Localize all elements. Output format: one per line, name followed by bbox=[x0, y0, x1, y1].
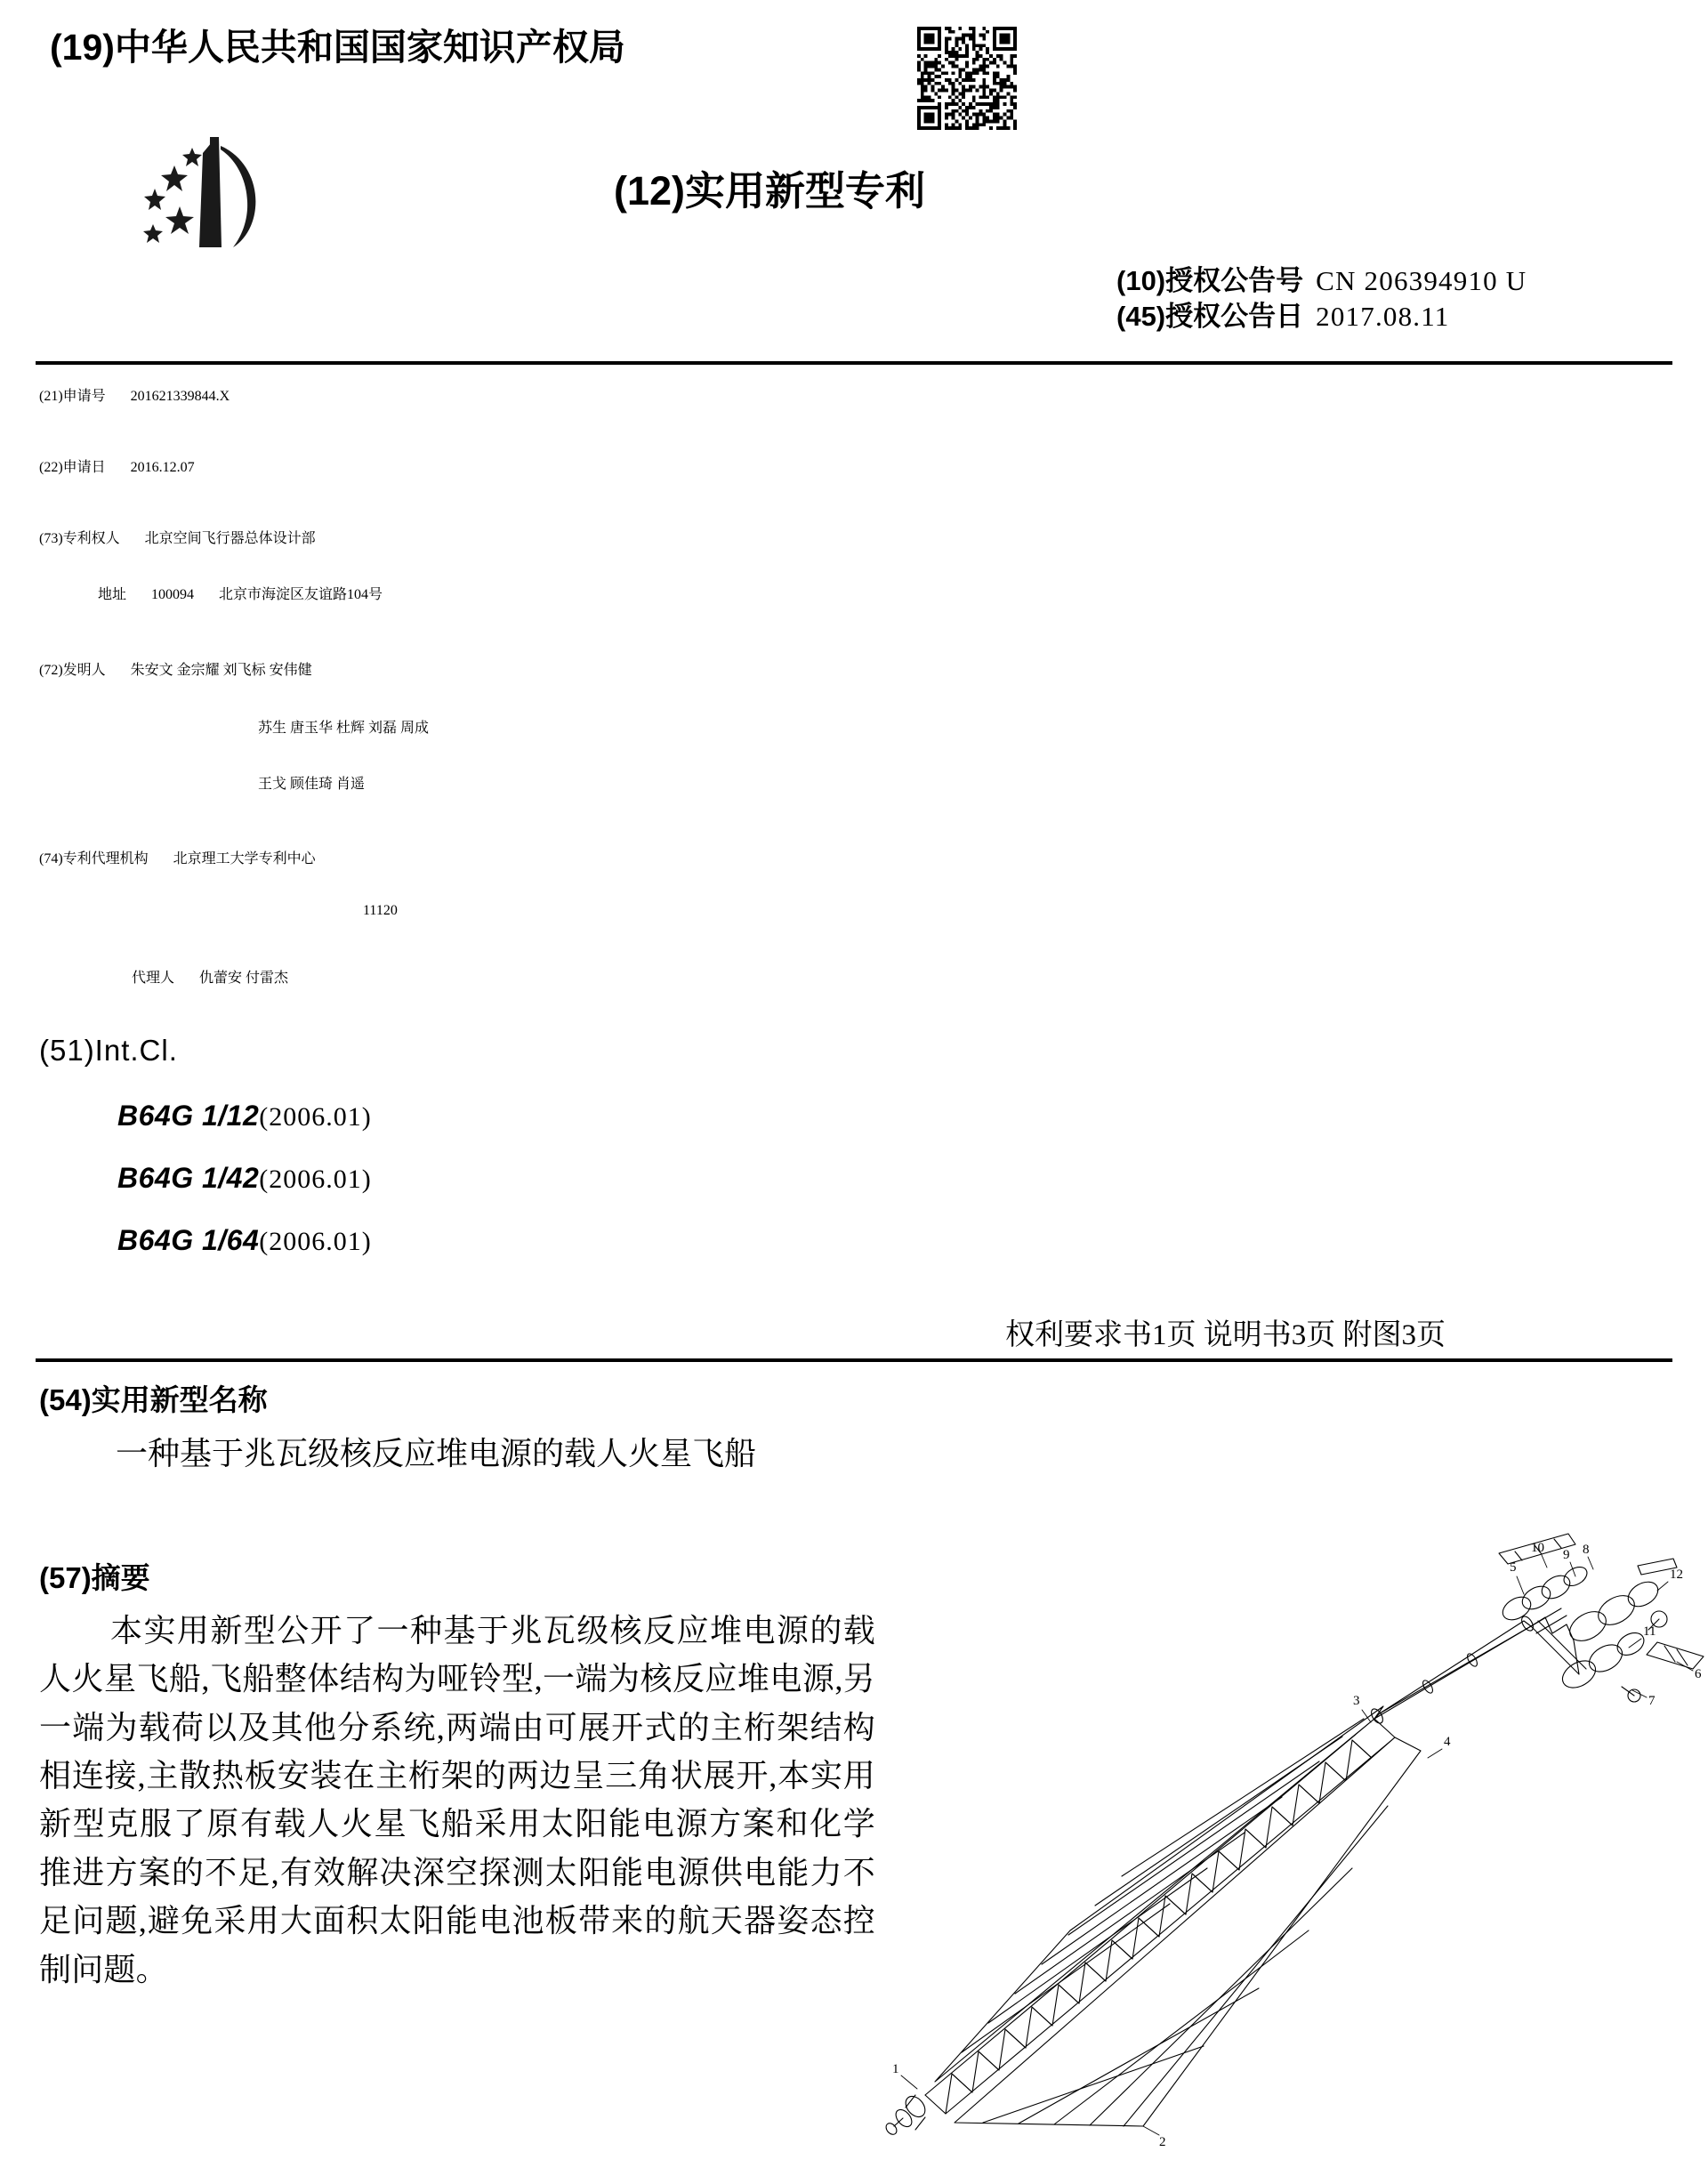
abstract-section-tag bbox=[39, 1555, 150, 1597]
inventors-line-1: 朱安文 金宗耀 刘飞标 安伟健 bbox=[130, 663, 312, 678]
figure-callout-4: 4 bbox=[1444, 1735, 1451, 1749]
address-postcode: 100094 bbox=[151, 587, 195, 602]
publication-number-row bbox=[1116, 263, 1704, 299]
application-date-row bbox=[39, 455, 195, 476]
inventors-row-2 bbox=[258, 716, 429, 737]
abstract-figure bbox=[876, 1512, 1708, 2153]
ipc-section-label bbox=[39, 1034, 178, 1068]
invention-title: 一种基于兆瓦级核反应堆电源的载人火星飞船 bbox=[116, 1436, 757, 1471]
agent-value: 仇蕾安 付雷杰 bbox=[199, 971, 289, 986]
title-tag-label: (54)实用新型名称 bbox=[39, 1383, 268, 1416]
inventors-line-2: 苏生 唐玉华 杜辉 刘磊 周成 bbox=[258, 721, 430, 736]
patentee-row bbox=[39, 527, 316, 547]
figure-callout-6: 6 bbox=[1695, 1667, 1702, 1681]
abstract-body: 本实用新型公开了一种基于兆瓦级核反应堆电源的载人火星飞船,飞船整体结构为哑铃型,一端为核反应堆电源,另一端为载荷以及其他分系统,两端由可展开式的主桁架结构相连接,主散热板安装在主桁架的两边呈三角状展开,本实用新型克服了原有载人火星飞船采用太阳能电源方案和化学推进方案的不足,有效解决深空探测太阳能电源供电能力不足问题,避免采用大面积太阳能电池板带来的航天器姿态控制问题。 bbox=[39, 1613, 875, 1987]
publication-number-value: CN 206394910 U bbox=[1316, 265, 1527, 296]
document-type-title bbox=[614, 158, 925, 216]
ipc-code-1: B64G 1/12 bbox=[117, 1100, 260, 1132]
issuing-office-title bbox=[50, 18, 625, 70]
publication-block bbox=[1116, 263, 1704, 334]
ipc-code-2: B64G 1/42 bbox=[117, 1162, 260, 1194]
figure-callout-2: 2 bbox=[1159, 2135, 1166, 2149]
figure-callout-1: 1 bbox=[892, 2062, 899, 2076]
figure-callout-8: 8 bbox=[1583, 1543, 1590, 1557]
agent-label: 代理人 bbox=[132, 971, 175, 986]
figure-callout-12: 12 bbox=[1670, 1568, 1683, 1582]
agency-code-row bbox=[363, 903, 398, 919]
address-label: 地址 bbox=[98, 587, 127, 602]
office-code: (19) bbox=[50, 27, 115, 68]
page-counts-line: 权利要求书1页 说明书3页 附图3页 bbox=[1005, 1319, 1446, 1351]
ipc-code-3: B64G 1/64 bbox=[117, 1224, 260, 1256]
ipc-version-3: (2006.01) bbox=[259, 1227, 372, 1256]
doc-type-code: (12) bbox=[614, 168, 686, 214]
ipc-version-2: (2006.01) bbox=[259, 1165, 372, 1194]
application-number-value: 201621339844.X bbox=[130, 389, 230, 404]
title-section-tag bbox=[39, 1377, 268, 1419]
ipc-version-1: (2006.01) bbox=[259, 1102, 372, 1132]
abstract-tag-label: (57)摘要 bbox=[39, 1561, 150, 1594]
inventors-line-3: 王戈 顾佳琦 肖遥 bbox=[258, 777, 366, 792]
agency-value: 北京理工大学专利中心 bbox=[173, 851, 316, 866]
inventors-row-1 bbox=[39, 658, 312, 679]
agency-label: (74)专利代理机构 bbox=[39, 851, 149, 866]
ipc-entry-3 bbox=[117, 1224, 372, 1257]
address-row bbox=[98, 583, 383, 603]
patentee-label: (73)专利权人 bbox=[39, 531, 120, 546]
ipc-entry-2 bbox=[117, 1162, 372, 1195]
publication-date-label: (45)授权公告日 bbox=[1116, 300, 1304, 332]
inventor-label: (72)发明人 bbox=[39, 663, 106, 678]
figure-callout-7: 7 bbox=[1648, 1694, 1656, 1708]
figure-callout-9: 9 bbox=[1563, 1548, 1570, 1562]
address-value: 北京市海淀区友谊路104号 bbox=[219, 587, 383, 602]
application-number-row bbox=[39, 384, 230, 405]
inventors-row-3 bbox=[258, 772, 365, 793]
patentee-value: 北京空间飞行器总体设计部 bbox=[144, 531, 316, 546]
figure-callout-3: 3 bbox=[1353, 1694, 1360, 1708]
publication-date-value: 2017.08.11 bbox=[1316, 300, 1450, 332]
figure-callout-11: 11 bbox=[1643, 1624, 1656, 1639]
agency-row bbox=[39, 847, 316, 867]
agency-code-value: 11120 bbox=[363, 903, 398, 918]
publication-date-row bbox=[1116, 299, 1704, 334]
agent-row bbox=[132, 966, 288, 987]
figure-callout-5: 5 bbox=[1510, 1560, 1517, 1575]
horizontal-divider-bottom bbox=[36, 1358, 1672, 1362]
publication-number-label: (10)授权公告号 bbox=[1116, 265, 1304, 296]
horizontal-divider-top bbox=[36, 361, 1672, 365]
cnipa-emblem-icon bbox=[133, 133, 294, 254]
application-date-value: 2016.12.07 bbox=[130, 460, 195, 475]
application-number-label: (21)申请号 bbox=[39, 389, 106, 404]
qr-code-icon bbox=[917, 27, 1017, 130]
office-name: 中华人民共和国国家知识产权局 bbox=[114, 27, 625, 68]
doc-type-name: 实用新型专利 bbox=[685, 168, 926, 214]
ipc-entry-1 bbox=[117, 1100, 372, 1132]
figure-callout-10: 10 bbox=[1531, 1541, 1544, 1555]
application-date-label: (22)申请日 bbox=[39, 460, 106, 475]
ipc-label: (51)Int.Cl. bbox=[39, 1034, 178, 1067]
